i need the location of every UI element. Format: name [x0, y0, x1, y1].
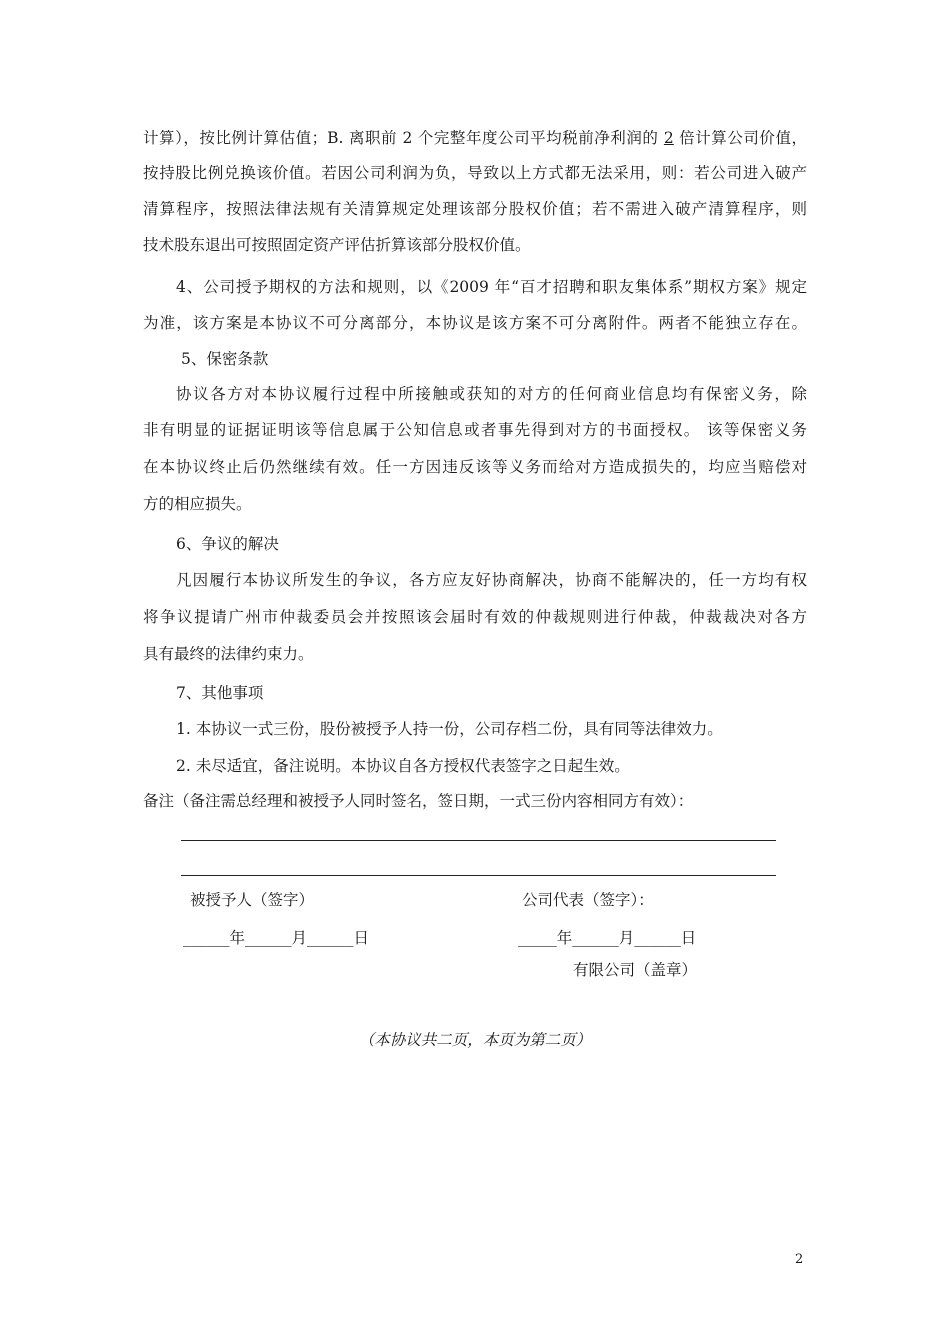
section-6-heading: 6、争议的解决: [176, 535, 279, 553]
paragraph-line: 清算程序，按照法律法规有关清算规定处理该部分股权价值；若不需进入破产清算程序，则: [143, 200, 807, 218]
paragraph-line: 计算），按比例计算估值；B. 离职前 2 个完整年度公司平均税前净利润的 2 倍计算公司价值，: [143, 129, 807, 147]
section-7-heading: 7、其他事项: [176, 684, 264, 702]
company-date-line: _____年______月______日: [518, 929, 697, 947]
section-7-item: 1. 本协议一式三份，股份被授予人持一份，公司存档二份，具有同等法律效力。: [176, 720, 723, 738]
section-5-line: 协议各方对本协议履行过程中所接触或获知的对方的任何商业信息均有保密义务，除: [176, 385, 807, 403]
clause-4-line: 4、公司授予期权的方法和规则，以《2009 年“百才招聘和职友集体系”期权方案》规定: [176, 278, 807, 296]
paragraph-line: 技术股东退出可按照固定资产评估折算该部分股权价值。: [143, 236, 531, 254]
page-number: 2: [795, 1252, 804, 1267]
paragraph-line: 按持股比例兑换该价值。若因公司利润为负，导致以上方式都无法采用，则：若公司进入破产: [143, 164, 807, 182]
section-5-line: 方的相应损失。: [143, 495, 252, 513]
company-signature-label: 公司代表（签字）：: [522, 891, 654, 909]
company-seal-label: 有限公司（盖章）: [573, 961, 698, 979]
section-6-line: 凡因履行本协议所发生的争议，各方应友好协商解决，协商不能解决的，任一方均有权: [176, 571, 807, 589]
underlined-number: 2: [663, 129, 674, 147]
remarks-blank-line: [181, 875, 776, 876]
section-7-item: 2. 未尽适宜，备注说明。本协议自各方授权代表签字之日起生效。: [176, 757, 630, 775]
grantee-date-line: ______年______月______日: [183, 929, 370, 947]
remarks-blank-line: [181, 840, 776, 841]
clause-4-line: 为准，该方案是本协议不可分离部分，本协议是该方案不可分离附件。两者不能独立存在。: [143, 314, 807, 332]
section-5-line: 在本协议终止后仍然继续有效。任一方因违反该等义务而给对方造成损失的，均应当赔偿对: [143, 458, 807, 476]
section-5-line: 非有明显的证据证明该等信息属于公知信息或者事先得到对方的书面授权。 该等保密义务: [143, 421, 807, 439]
section-6-line: 将争议提请广州市仲裁委员会并按照该会届时有效的仲裁规则进行仲裁，仲裁裁决对各方: [143, 608, 807, 626]
remarks-label: 备注（备注需总经理和被授予人同时签名，签日期，一式三份内容相同方有效）：: [143, 792, 694, 810]
section-6-line: 具有最终的法律约束力。: [143, 645, 314, 663]
page-footer-note: （本协议共二页，本页为第二页）: [358, 1031, 592, 1049]
grantee-signature-label: 被授予人（签字）: [190, 891, 315, 909]
section-5-heading: 5、保密条款: [181, 350, 269, 368]
